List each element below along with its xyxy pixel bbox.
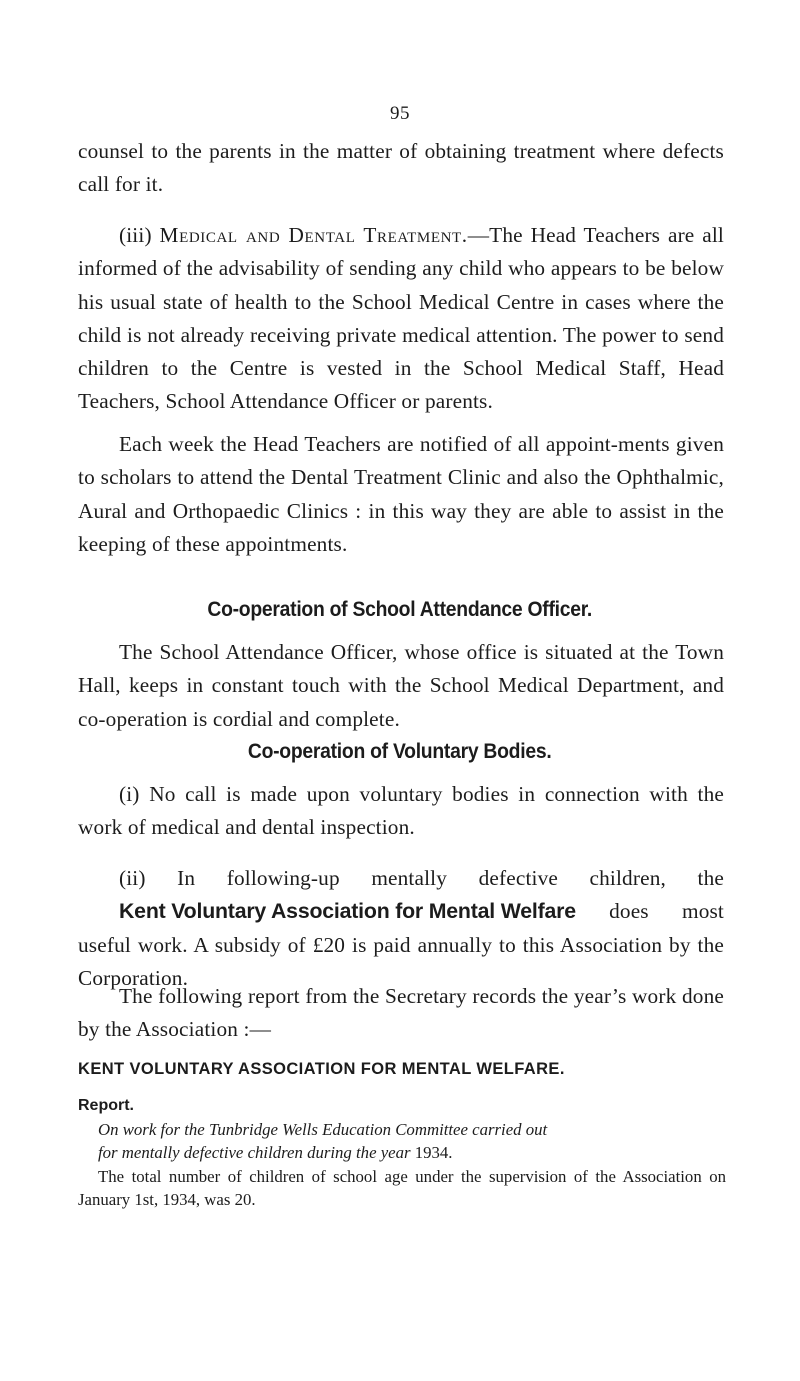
report-subtitle-line-2-text: for mentally defective children during the year (98, 1143, 415, 1162)
paragraph-text: counsel to the parents in the matter of obtaining treatment where defects call for it. (78, 139, 724, 197)
section-caps-title: Medical and Dental Treatment. (159, 223, 468, 247)
heading-text: Co-operation of School Attendance Officer. (207, 597, 593, 621)
paragraph-appointments (78, 428, 724, 561)
paragraph-text: Each week the Head Teachers are notified of all appoint-ments given to scholars to attend the Dental Treatment Clinic and also the Ophthalmic, Aural and Orthopaedic Clinics : in this way they are able to assist in the keeping of these appointments. (78, 432, 724, 556)
report-label: Report. (78, 1097, 134, 1114)
paragraph-voluntary-bodies-ii (78, 862, 724, 995)
paragraph-body (78, 219, 724, 419)
paragraph-voluntary-bodies-i (78, 778, 724, 845)
report-subtitle (78, 1118, 728, 1164)
paragraph-text: does most useful work. A subsidy of £20 is paid annually to this Association by the Corporation. (78, 899, 724, 990)
paragraph-text: (i) No call is made upon voluntary bodies in connection with the work of medical and dental inspection. (78, 782, 724, 840)
paragraph-treatment-counsel (78, 135, 724, 202)
paragraph-lead: (ii) In following-up mentally defective children, the (119, 866, 724, 890)
page-number: 95 (390, 103, 410, 124)
paragraph-text: —The Head Teachers are all informed of the advisability of sending any child who appears to be below his usual state of health to the School Medical Centre in cases where the child is not already receiving private medical attention. The power to send children to the Centre is vested in the School Medical Staff, Head Teachers, School Attendance Officer or parents. (78, 223, 724, 414)
heading-voluntary-bodies (0, 739, 800, 764)
report-body-text: The total number of children of school age under the supervision of the Association on January 1st, 1934, was 20. (78, 1167, 726, 1209)
heading-text: Co-operation of Voluntary Bodies. (248, 739, 552, 763)
paragraph-medical-dental-treatment (78, 219, 724, 419)
report-title: KENT VOLUNTARY ASSOCIATION FOR MENTAL WELFARE. (78, 1060, 565, 1078)
report-body (78, 1165, 726, 1211)
report-subtitle-line-1: On work for the Tunbridge Wells Education Committee carried out (98, 1120, 548, 1139)
paragraph-text: The School Attendance Officer, whose office is situated at the Town Hall, keeps in constant touch with the School Medical Department, and co-operation is cordial and complete. (78, 640, 724, 731)
paragraph-secretary-report (78, 980, 724, 1047)
report-subtitle-line-2 (78, 1141, 728, 1164)
paragraph-text: The following report from the Secretary records the year’s work done by the Association :— (78, 984, 724, 1042)
paragraph-body (78, 862, 724, 995)
association-name: Kent Voluntary Association for Mental Welfare (119, 899, 576, 924)
report-year: 1934. (414, 1143, 453, 1162)
paragraph-lead: (iii) (119, 223, 160, 247)
paragraph-attendance-officer (78, 636, 724, 736)
heading-attendance-officer (0, 597, 800, 622)
